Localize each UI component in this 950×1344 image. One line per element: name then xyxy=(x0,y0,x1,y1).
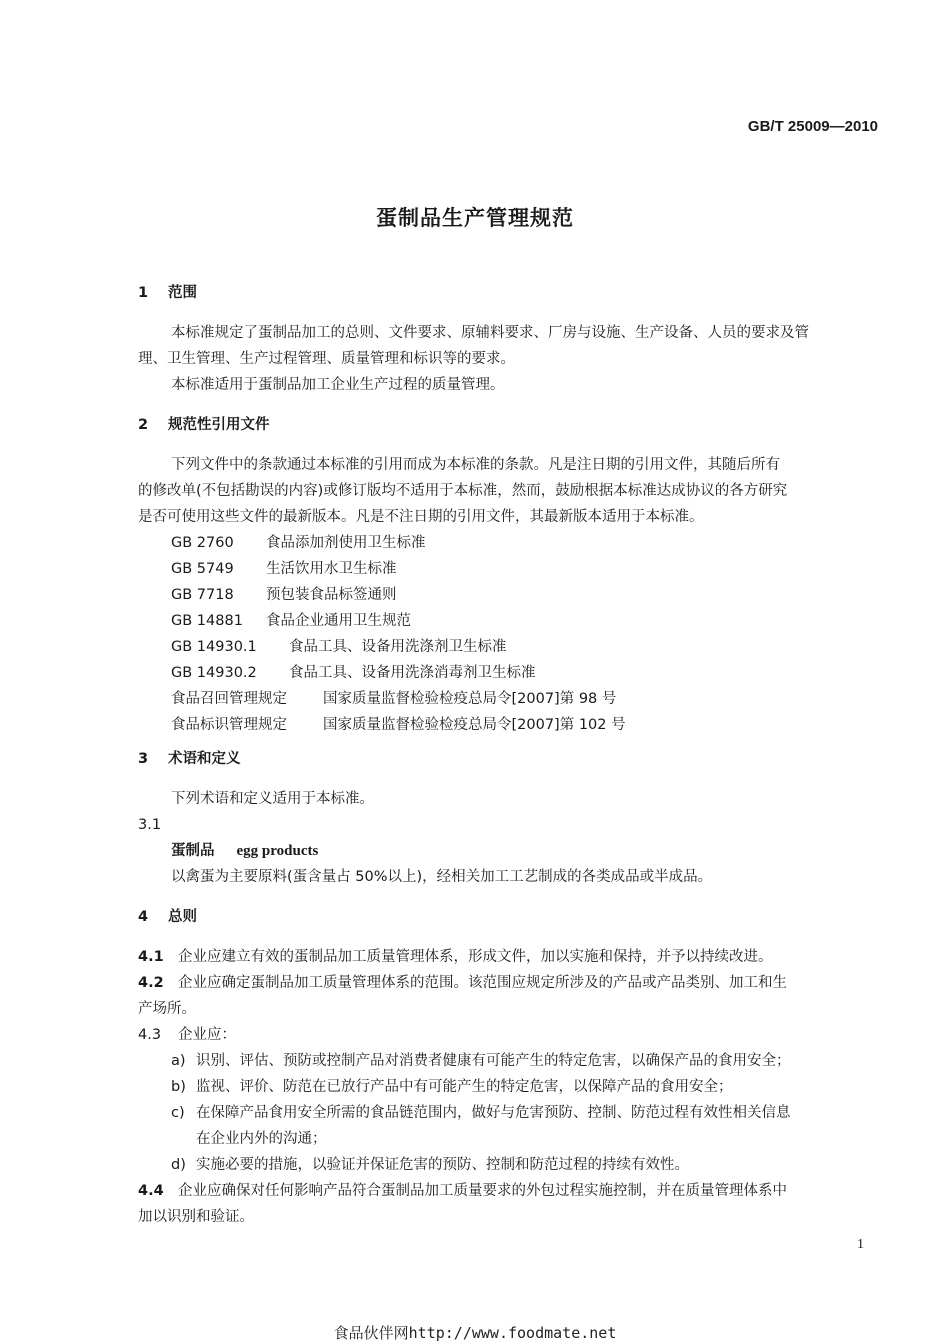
list-item: b) 监视、评价、防范在已放行产品中有可能产生的特定危害，以保障产品的食用安全； xyxy=(171,1079,733,1095)
section-number: 1 xyxy=(138,285,149,301)
term-number: 3.1 xyxy=(138,817,162,833)
paragraph-line: 本标准适用于蛋制品加工企业生产过程的质量管理。 xyxy=(171,377,505,393)
section-number: 3 xyxy=(138,751,149,767)
reference-item: GB 2760 食品添加剂使用卫生标准 xyxy=(171,535,426,551)
watermark xyxy=(0,1322,950,1343)
list-item: d) 实施必要的措施，以验证并保证危害的预防、控制和防范过程的持续有效性。 xyxy=(171,1157,689,1173)
term-definition: 以禽蛋为主要原料(蛋含量占 50%以上)，经相关加工工艺制成的各类成品或半成品。 xyxy=(171,869,713,885)
section-1-heading xyxy=(138,280,878,306)
reference-item: GB 14930.2 食品工具、设备用洗涤消毒剂卫生标准 xyxy=(171,665,536,681)
section-title: 总则 xyxy=(168,909,197,925)
paragraph-line: 理、卫生管理、生产过程管理、质量管理和标识等的要求。 xyxy=(138,351,515,367)
reference-item: GB 14930.1 食品工具、设备用洗涤剂卫生标准 xyxy=(171,639,507,655)
document-title: 蛋制品生产管理规范 xyxy=(376,206,574,230)
paragraph-line: 下列术语和定义适用于本标准。 xyxy=(171,791,374,807)
paragraph-line: 加以识别和验证。 xyxy=(138,1209,254,1225)
list-item: c) 在保障产品食用安全所需的食品链范围内，做好与危害预防、控制、防范过程有效性相关信息 xyxy=(171,1105,791,1121)
paragraph-line: 产场所。 xyxy=(138,1001,196,1017)
section-number: 2 xyxy=(138,417,149,433)
reference-item: GB 7718 预包装食品标签通则 xyxy=(171,587,397,603)
section-number: 4 xyxy=(138,909,149,925)
paragraph-line: 下列文件中的条款通过本标准的引用而成为本标准的条款。凡是注日期的引用文件，其随后所有 xyxy=(171,457,780,473)
section-title: 术语和定义 xyxy=(168,751,241,767)
document-body xyxy=(138,280,878,1230)
standard-id: GB/T 25009—2010 xyxy=(747,118,878,135)
page-number: 1 xyxy=(857,1237,864,1252)
list-item: a) 识别、评估、预防或控制产品对消费者健康有可能产生的特定危害，以确保产品的食用安全； xyxy=(171,1053,791,1069)
section-4-heading xyxy=(138,904,878,930)
reference-item: GB 5749 生活饮用水卫生标准 xyxy=(171,561,397,577)
term-entry xyxy=(138,838,878,864)
reference-item: GB 14881 食品企业通用卫生规范 xyxy=(171,613,411,629)
reference-item: 食品召回管理规定 国家质量监督检验检疫总局令[2007]第 98 号 xyxy=(171,691,617,707)
clause-4-2: 4.2 企业应确定蛋制品加工质量管理体系的范围。该范围应规定所涉及的产品或产品类别、加工和生 xyxy=(138,975,787,991)
paragraph-line: 的修改单(不包括勘误的内容)或修订版均不适用于本标准，然而，鼓励根据本标准达成协议的各方研究 xyxy=(138,483,788,499)
clause-4-3: 4.3 企业应： xyxy=(138,1027,236,1043)
clause-4-1: 4.1 企业应建立有效的蛋制品加工质量管理体系，形成文件，加以实施和保持，并予以持续改进。 xyxy=(138,949,773,965)
section-3-heading xyxy=(138,746,878,772)
watermark-site: 食品伙伴网 xyxy=(333,1324,409,1342)
paragraph-line: 本标准规定了蛋制品加工的总则、文件要求、原辅料要求、厂房与设施、生产设备、人员的要求及管 xyxy=(171,325,809,341)
list-item-continuation: 在企业内外的沟通； xyxy=(196,1131,327,1147)
watermark-url: http://www.foodmate.net xyxy=(408,1324,617,1342)
section-title: 规范性引用文件 xyxy=(168,417,270,433)
reference-item: 食品标识管理规定 国家质量监督检验检疫总局令[2007]第 102 号 xyxy=(171,717,626,733)
section-title: 范围 xyxy=(168,285,197,301)
paragraph-line: 是否可使用这些文件的最新版本。凡是不注日期的引用文件，其最新版本适用于本标准。 xyxy=(138,509,704,525)
term-chinese: 蛋制品 xyxy=(171,843,215,859)
clause-4-4: 4.4 企业应确保对任何影响产品符合蛋制品加工质量要求的外包过程实施控制，并在质量管理体系中 xyxy=(138,1183,787,1199)
section-2-heading xyxy=(138,412,878,438)
term-english: egg products xyxy=(236,843,319,859)
